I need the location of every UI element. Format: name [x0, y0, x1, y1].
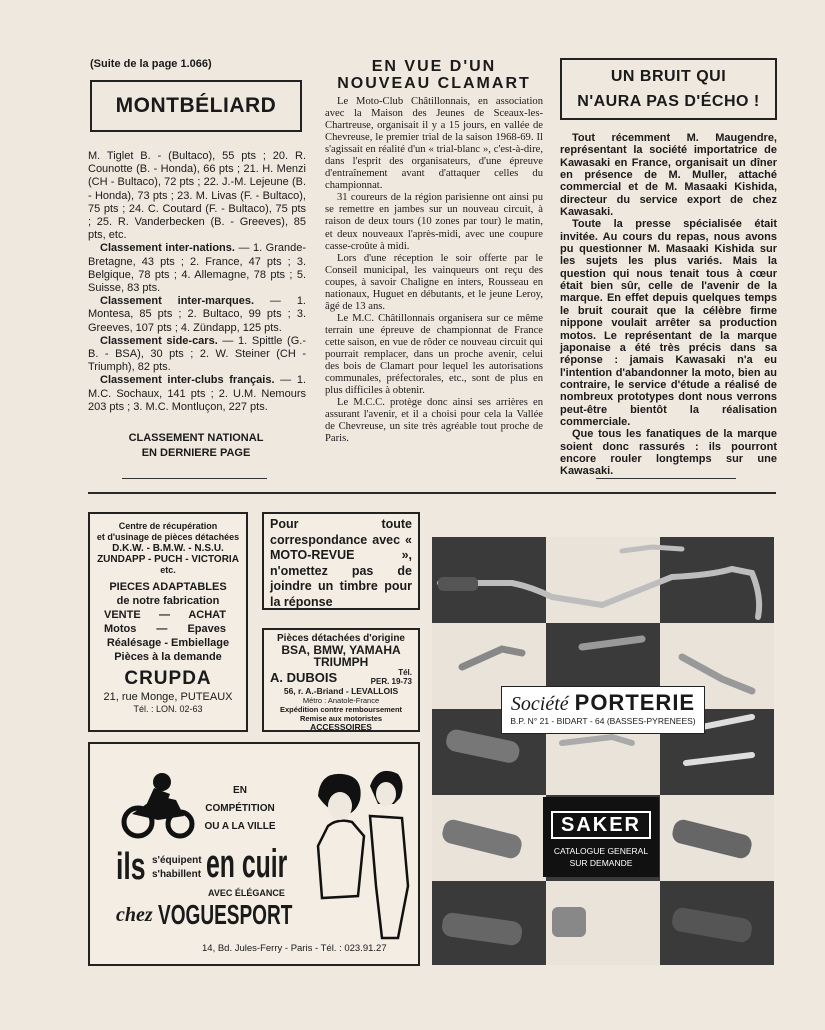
dubois-address: 56, r. A.-Briand - LEVALLOIS	[283, 686, 399, 696]
saker-box	[543, 797, 659, 877]
section-divider	[88, 492, 776, 494]
vogue-equipent: s'équipent	[152, 855, 202, 866]
vogue-ils: ils	[116, 846, 146, 888]
correspondence-notice	[262, 512, 420, 610]
vogue-chez: chez	[116, 904, 153, 926]
clamart-paragraph-3: Lors d'une réception le soir offerte par le Conseil municipal, les vainqueurs ont reçu des coupes, à savoir Chaligne en inters, Rousseau en nationaux, Huguet en débutants, et le jeune Leroy, âgé de 13 ans.	[325, 252, 543, 312]
crupda-realesage: Réalésage - Embiellage	[106, 637, 230, 649]
crupda-brands-1: D.K.W. - B.M.W. - N.S.U.	[112, 543, 224, 554]
kawasaki-headline-line-2: N'AURA PAS D'ÉCHO !	[577, 93, 760, 110]
dubois-name-row	[264, 668, 418, 686]
marques-text: — 1. Montesa, 85 pts ; 2. Bultaco, 99 pts ; 3. Greeves, 107 pts ; 4. Zündapp, 125 pts.	[88, 295, 306, 334]
crupda-motos-epaves: Motos — Epaves	[104, 623, 226, 635]
dubois-name: A. DUBOIS	[270, 669, 338, 685]
clubs-label: Classement inter-clubs français.	[100, 374, 275, 387]
kawasaki-paragraph-1: Tout récemment M. Maugendre, représentant la société importatrice de Kawasaki en France, organisait un dîner en présence de M. Muller, attaché commercial et de M. Masaaki Kishida, directeur du service export de chez Kawasaki.	[560, 132, 777, 219]
montbeliard-title: MONTBÉLIARD	[115, 94, 277, 117]
crupda-epaves: Epaves	[187, 623, 226, 635]
national-line-1: CLASSEMENT NATIONAL	[128, 432, 264, 444]
vogue-tagline	[200, 782, 280, 836]
saker-catalogue-1: CATALOGUE GENERAL	[553, 846, 649, 856]
crupda-tel: Tél. : LON. 02-63	[133, 704, 203, 714]
national-line-2: EN DERNIERE PAGE	[141, 447, 251, 459]
sidecars-paragraph	[88, 335, 306, 375]
dubois-brands: BSA, BMW, YAMAHA	[281, 643, 401, 657]
dubois-tel-label: Tél.	[398, 668, 412, 677]
crupda-brands-2: ZUNDAPP - PUCH - VICTORIA	[97, 554, 239, 565]
nations-label: Classement inter-nations.	[100, 242, 235, 255]
crupda-motos: Motos	[104, 623, 137, 635]
handlebar-icon	[432, 537, 774, 627]
vogue-elegance: AVEC ÉLÉGANCE	[208, 888, 285, 898]
clamart-paragraph-2: 31 coureurs de la région parisienne ont ainsi pu se remettre en jambes sur un nouveau circuit, à raison de deux tours (10 zones par tour) le matin, et deux nouveaux l'après-midi, avec une coupure casse-croûte à midi.	[325, 192, 543, 252]
crupda-vente: VENTE	[104, 609, 141, 621]
saker-catalogue-2: SUR DEMANDE	[569, 858, 633, 868]
marques-paragraph	[88, 295, 306, 335]
column-end-rule	[596, 478, 736, 479]
dubois-line-1: Pièces détachées d'origine	[277, 633, 405, 644]
clamart-article	[325, 96, 543, 445]
clamart-paragraph-5: Le M.C.C. protège donc ainsi ses arrières en assurant l'avenir, et il a choisi pour cela la Vallée de Chevreuse, un site très agréable tout proche de Paris.	[325, 397, 543, 445]
crupda-brand: CRUPDA	[124, 668, 212, 689]
crupda-vente-achat: VENTE — ACHAT	[104, 609, 226, 621]
kawasaki-headline-line-1: UN BRUIT QUI	[610, 68, 727, 85]
column-end-rule	[122, 478, 267, 479]
kawasaki-paragraph-3: Que tous les fanatiques de la marque soient donc rassurés : ils pourront encore rouler longtemps sur une Kawasaki.	[560, 428, 777, 478]
clamart-paragraph-1: Le Moto-Club Châtillonnais, en association avec la Maison des Jeunes de Sceaux-les-Chartreuse, organisait il y a 15 jours, en vallée de Chevreuse, le premier trial de la saison 1968-69. Il s'agissait en réalité d'un « trial-blanc », c'est-à-dire, dans l'esprit des organisateurs, d'une épreuve d'entraînement avant d'attaquer celles du championnat.	[325, 96, 543, 192]
dubois-metro: Métro : Anatole-France	[302, 696, 380, 705]
national-ranking-note	[90, 431, 302, 461]
vogue-en-cuir: en cuir	[206, 842, 288, 886]
clubs-text: — 1. M.C. Sochaux, 141 pts ; 2. U.M. Nemours 203 pts ; 3. M.C. Montluçon, 227 pts.	[88, 374, 306, 413]
saker-logo: SAKER	[551, 811, 651, 839]
dubois-remise: Remise aux motoristes	[299, 714, 383, 723]
kawasaki-article	[560, 132, 777, 478]
clamart-headline-line-1: EN VUE D'UN	[371, 58, 497, 75]
correspondence-text: Pour toute correspondance avec « MOTO-REVUE », n'omettez pas de joindre un timbre pour la réponse	[270, 517, 412, 609]
vogue-tagline-2: OU A LA VILLE	[204, 821, 276, 832]
crupda-address: 21, rue Monge, PUTEAUX	[103, 691, 233, 703]
dubois-ad	[262, 628, 420, 732]
dubois-triumph: TRIUMPH	[313, 655, 369, 669]
nations-text: — 1. Grande-Bretagne, 43 pts ; 2. France, 47 pts ; 3. Belgique, 78 pts ; 4. Allemagne, 78 pts ; 5. Suisse, 83 pts.	[88, 242, 306, 295]
vogue-habillent: s'habillent	[152, 869, 202, 880]
vogue-brand: VOGUESPORT	[158, 899, 293, 930]
vogue-address: 14, Bd. Jules-Ferry - Paris - Tél. : 023.91.27	[202, 943, 387, 954]
crupda-achat: ACHAT	[188, 609, 226, 621]
crupda-demande: Pièces à la demande	[114, 651, 222, 663]
motorcycle-parts-icons	[432, 627, 774, 957]
marques-label: Classement inter-marques.	[100, 295, 255, 308]
porterie-brand: PORTERIE	[574, 690, 696, 715]
motorcyclist-illustration	[118, 770, 198, 842]
montbeliard-article	[88, 150, 306, 414]
nations-paragraph	[88, 242, 306, 295]
dubois-phone	[371, 668, 412, 686]
montbeliard-title-box	[90, 80, 302, 132]
vogue-verbs	[152, 854, 202, 882]
dubois-expedition: Expédition contre remboursement	[279, 705, 403, 714]
vogue-tagline-1: EN COMPÉTITION	[205, 785, 275, 814]
dubois-tel: PER. 19-73	[370, 677, 412, 686]
porterie-ad	[432, 537, 774, 965]
sidecars-text: — 1. Spittle (G.-B. - BSA), 30 pts ; 2. W. Steiner (CH - Triumph), 82 pts.	[88, 334, 306, 374]
crupda-pieces: PIECES ADAPTABLES	[109, 581, 227, 593]
crupda-fabrication: de notre fabrication	[116, 595, 220, 607]
kawasaki-paragraph-2: Toute la presse spécialisée était invitée. Au cours du repas, nous avons pu questionner M. Masaaki Kishida sur les sujets les plus variés. Mais la question qui nous tenait tous à cœur était bien sûr, celle de l'avenir de la marque. En effet depuis quelques temps le bruit courait que la célèbre firme nippone voulait arrêter sa production motos. Le représentant de la marque japonaise a été très précis dans sa réponse : jamais Kawasaki n'a eu l'intention d'abandonner la moto, bien au contraire, le service d'étude a réalisé de nombreux prototypes dont nous verrons peut-être bientôt la réalisation commerciale.	[560, 218, 777, 428]
crupda-ad	[88, 512, 248, 732]
clamart-paragraph-4: Le M.C. Châtillonnais organisera sur ce même terrain une épreuve de championnat de France cette saison, en vue de rôder ce nouveau circuit qui pourrait remplacer, dans un proche avenir, celui des bois de Clamart pour lequel les autorisations communales, préfectorales, etc., sont de plus en plus difficiles à obtenir.	[325, 312, 543, 397]
porterie-brand-box	[501, 686, 705, 734]
crupda-line-1: Centre de récupération	[118, 521, 218, 531]
results-paragraph: M. Tiglet B. - (Bultaco), 55 pts ; 20. R. Counotte (B. - Honda), 66 pts ; 21. H. Menzi (CH - Bultaco), 72 pts ; 22. J.-M. Lejeune (B. - Honda), 73 pts ; 23. M. Livas (F. - Bultaco), 75 pts ; 24. C. Coutard (F. - Bultaco), 75 pts ; 25. R. Vanderbecken (B. - Greeves), 85 pts, etc.	[88, 150, 306, 242]
continued-note: (Suite de la page 1.066)	[90, 58, 212, 70]
sidecars-label: Classement side-cars.	[100, 334, 218, 347]
kawasaki-headline-box	[560, 58, 777, 120]
clubs-paragraph	[88, 374, 306, 414]
clamart-headline-line-2: NOUVEAU CLAMART	[337, 75, 531, 92]
crupda-line-2: et d'usinage de pièces détachées	[96, 532, 240, 542]
porterie-address: B.P. N° 21 - BIDART - 64 (BASSES-PYRENEES)	[510, 716, 696, 726]
dubois-accessoires: ACCESSOIRES	[310, 722, 372, 732]
couple-illustration	[298, 766, 416, 941]
crupda-etc: etc.	[160, 565, 176, 575]
porterie-societe: Société	[510, 693, 569, 715]
clamart-headline	[325, 58, 543, 92]
voguesport-ad	[88, 742, 420, 966]
